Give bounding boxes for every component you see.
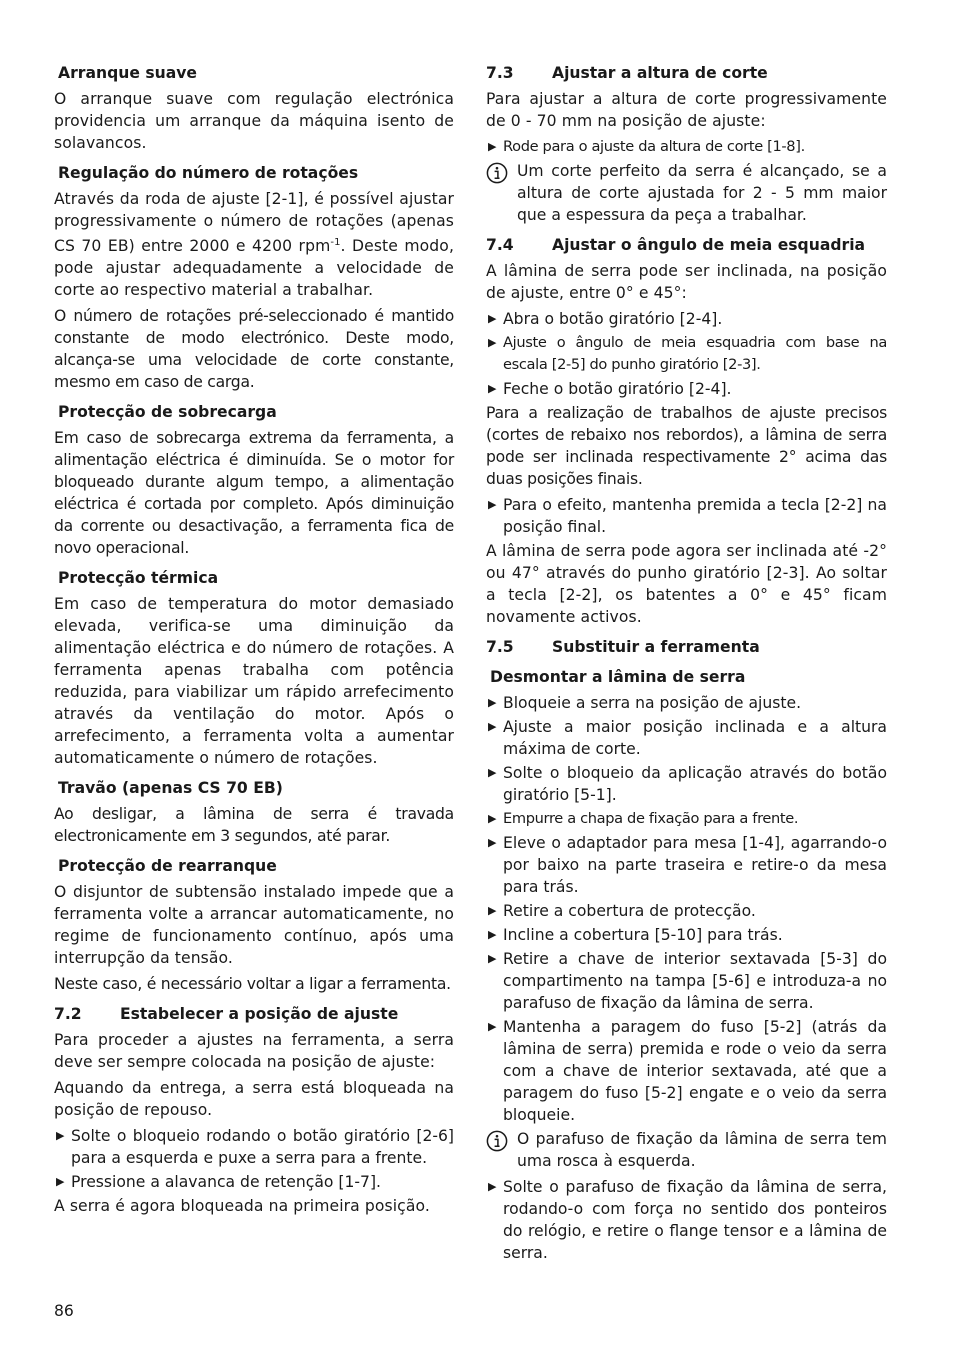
section-number: 7.5 [486, 638, 514, 656]
superscript: -1 [330, 237, 341, 248]
subheading: Travão (apenas CS 70 EB) [58, 779, 283, 798]
bullet-triangle-icon: ▶ [488, 1020, 497, 1033]
bullet-triangle-icon: ▶ [488, 720, 497, 733]
paragraph: A serra é agora bloqueada na primeira posição. [54, 1197, 430, 1216]
paragraph: Em caso de sobrecarga extrema da ferramenta, a alimentação eléctrica é diminuída. Se o motor for bloqueado durante algum tempo, a alimentação eléctrica é cortada por completo. Após diminuição da corrente ou desactivação, a ferramenta fica de novo operacional. [54, 429, 454, 558]
paragraph: A lâmina de serra pode agora ser inclinada até -2° ou 47° através do punho giratório [2-3]. Ao soltar a tecla [2-2], os batentes a 0° e 45° ficam novamente activos. [486, 542, 887, 626]
bullet-item [486, 378, 887, 400]
bullet-text: Solte o bloqueio rodando o botão giratório [2-6] para a esquerda e puxe a serra para a frente. [71, 1127, 454, 1168]
subheading: Protecção de sobrecarga [58, 403, 277, 422]
paragraph: Aquando da entrega, a serra está bloqueada na posição de repouso. [54, 1079, 454, 1120]
bullet-triangle-icon: ▶ [488, 336, 497, 349]
paragraph: Para ajustar a altura de corte progressivamente de 0 - 70 mm na posição de ajuste: [486, 90, 887, 130]
bullet-item [486, 332, 887, 376]
bullet-item [486, 900, 887, 922]
bullet-triangle-icon: ▶ [488, 312, 497, 325]
bullet-item [486, 136, 887, 158]
bullet-item [486, 308, 887, 330]
bullet-text: Solte o bloqueio da aplicação através do botão giratório [5-1]. [503, 764, 887, 804]
bullet-text: Incline a cobertura [5-10] para trás. [503, 926, 783, 944]
subheading: Protecção térmica [58, 569, 219, 588]
bullet-item [486, 762, 887, 806]
bullet-triangle-icon: ▶ [488, 766, 497, 779]
bullet-triangle-icon: ▶ [488, 928, 497, 941]
bullet-text: Solte o parafuso de fixação da lâmina de serra, rodando-o com força no sentido dos ponteiros do relógio, e retire o flange tensor e a lâmina de serra. [503, 1178, 887, 1262]
paragraph: Neste caso, é necessário voltar a ligar a ferramenta. [54, 975, 451, 994]
bullet-item [486, 1016, 887, 1126]
section-title: Estabelecer a posição de ajuste [120, 1005, 399, 1024]
bullet-triangle-icon: ▶ [488, 140, 497, 153]
info-note [486, 160, 887, 226]
section-heading [54, 1003, 454, 1025]
section-heading [486, 62, 887, 84]
bullet-item [486, 808, 887, 830]
bullet-triangle-icon: ▶ [488, 952, 497, 965]
bullet-triangle-icon: ▶ [56, 1175, 65, 1189]
bullet-item [486, 832, 887, 898]
bullet-text: Retire a chave de interior sextavada [5-3] do compartimento na tampa [5-6] e introduza-a no parafuso de fixação da lâmina de serra. [503, 950, 887, 1012]
paragraph: O arranque suave com regulação electrónica providencia um arranque da máquina isento de solavancos. [54, 90, 454, 152]
bullet-text: Pressione a alavanca de retenção [1-7]. [71, 1173, 381, 1192]
paragraph: O número de rotações pré-seleccionado é mantido constante de modo electrónico. Deste modo, alcança-se uma velocidade de corte constante, mesmo em caso de carga. [54, 307, 454, 392]
paragraph: Ao desligar, a lâmina de serra é travada electronicamente em 3 segundos, até parar. [54, 805, 454, 846]
section-title: Ajustar o ângulo de meia esquadria [552, 236, 866, 254]
right-column [486, 62, 887, 1266]
bullet-text: Ajuste a maior posição inclinada e a altura máxima de corte. [503, 718, 887, 758]
bullet-triangle-icon: ▶ [488, 836, 497, 849]
subheading: Regulação do número de rotações [58, 164, 359, 182]
bullet-text: Abra o botão giratório [2-4]. [503, 310, 723, 328]
subheading: Arranque suave [58, 64, 197, 82]
bullet-item [486, 692, 887, 714]
section-title: Ajustar a altura de corte [552, 64, 768, 82]
info-icon [486, 1128, 517, 1172]
bullet-text: Retire a cobertura de protecção. [503, 902, 756, 920]
section-number: 7.3 [486, 64, 514, 82]
bullet-text: Eleve o adaptador para mesa [1-4], agarrando-o por baixo na parte traseira e retire-o da mesa para trás. [503, 834, 887, 896]
bullet-text: Bloqueie a serra na posição de ajuste. [503, 694, 802, 712]
bullet-text: Ajuste o ângulo de meia esquadria com base na escala [2-5] do punho giratório [2-3]. [503, 334, 887, 373]
bullet-item [54, 1125, 454, 1169]
bullet-item [486, 948, 887, 1014]
bullet-triangle-icon: ▶ [488, 696, 497, 709]
paragraph [54, 188, 454, 301]
paragraph: O disjuntor de subtensão instalado impede que a ferramenta volte a arrancar automaticamente, no regime de funcionamento contínuo, após uma interrupção da tensão. [54, 883, 454, 968]
section-title: Substituir a ferramenta [552, 638, 760, 656]
bullet-triangle-icon: ▶ [488, 498, 497, 511]
bullet-item [486, 494, 887, 538]
bullet-item [486, 1176, 887, 1264]
section-number: 7.4 [486, 236, 514, 254]
bullet-text: Mantenha a paragem do fuso [5-2] (atrás da lâmina de serra) premida e rode o veio da serra com a chave de interior sextavada, até que a paragem do fuso [5-2] engate e o veio da serra bloqueie. [503, 1018, 887, 1124]
bullet-text: Empurre a chapa de fixação para a frente. [503, 810, 799, 827]
bullet-triangle-icon: ▶ [488, 812, 497, 825]
section-heading [486, 636, 887, 658]
bullet-item [486, 924, 887, 946]
left-column [54, 62, 454, 1221]
bullet-triangle-icon: ▶ [488, 904, 497, 917]
paragraph: Em caso de temperatura do motor demasiado elevada, verifica-se uma diminuição da alimentação eléctrica e do número de rotações. A ferramenta apenas trabalha com potência reduzida, para viabilizar um rápido arrefecimento através da ventilação do motor. Após o arrefecimento, a ferramenta volta a aumentar automaticamente o número de rotações. [54, 595, 454, 768]
section-heading [486, 234, 887, 256]
bullet-text: Para o efeito, mantenha premida a tecla [2-2] na posição final. [503, 496, 887, 536]
info-text: Um corte perfeito da serra é alcançado, se a altura de corte ajustada for 2 - 5 mm maior que a espessura da peça a trabalhar. [517, 162, 887, 224]
bullet-triangle-icon: ▶ [56, 1129, 65, 1143]
bullet-triangle-icon: ▶ [488, 382, 497, 395]
info-icon [486, 160, 517, 226]
info-note [486, 1128, 887, 1172]
page-number: 86 [54, 1302, 74, 1320]
paragraph-text: . Deste modo, pode ajustar adequadamente a velocidade de corte ao respectivo material a trabalhar. [54, 237, 454, 300]
section-number: 7.2 [54, 1005, 82, 1024]
paragraph: Para a realização de trabalhos de ajuste precisos (cortes de rebaixo nos rebordos), a lâmina de serra pode ser inclinada respectivamente 2° acima das duas posições finais. [486, 404, 887, 488]
subheading: Protecção de rearranque [58, 857, 277, 876]
info-text: O parafuso de fixação da lâmina de serra tem uma rosca à esquerda. [517, 1130, 887, 1170]
bullet-item [54, 1171, 454, 1193]
bullet-text: Rode para o ajuste da altura de corte [1-8]. [503, 138, 805, 155]
bullet-triangle-icon: ▶ [488, 1180, 497, 1193]
bullet-item [486, 716, 887, 760]
bullet-text: Feche o botão giratório [2-4]. [503, 380, 732, 398]
paragraph-text: Através da roda de ajuste [2-1], é possível ajustar progressivamente o número de rotações (apenas CS 70 EB) entre 2000 e 4200 rpm [54, 190, 454, 256]
subheading: Desmontar a lâmina de serra [490, 668, 746, 686]
paragraph: Para proceder a ajustes na ferramenta, a serra deve ser sempre colocada na posição de ajuste: [54, 1031, 454, 1072]
paragraph: A lâmina de serra pode ser inclinada, na posição de ajuste, entre 0° e 45°: [486, 262, 887, 302]
